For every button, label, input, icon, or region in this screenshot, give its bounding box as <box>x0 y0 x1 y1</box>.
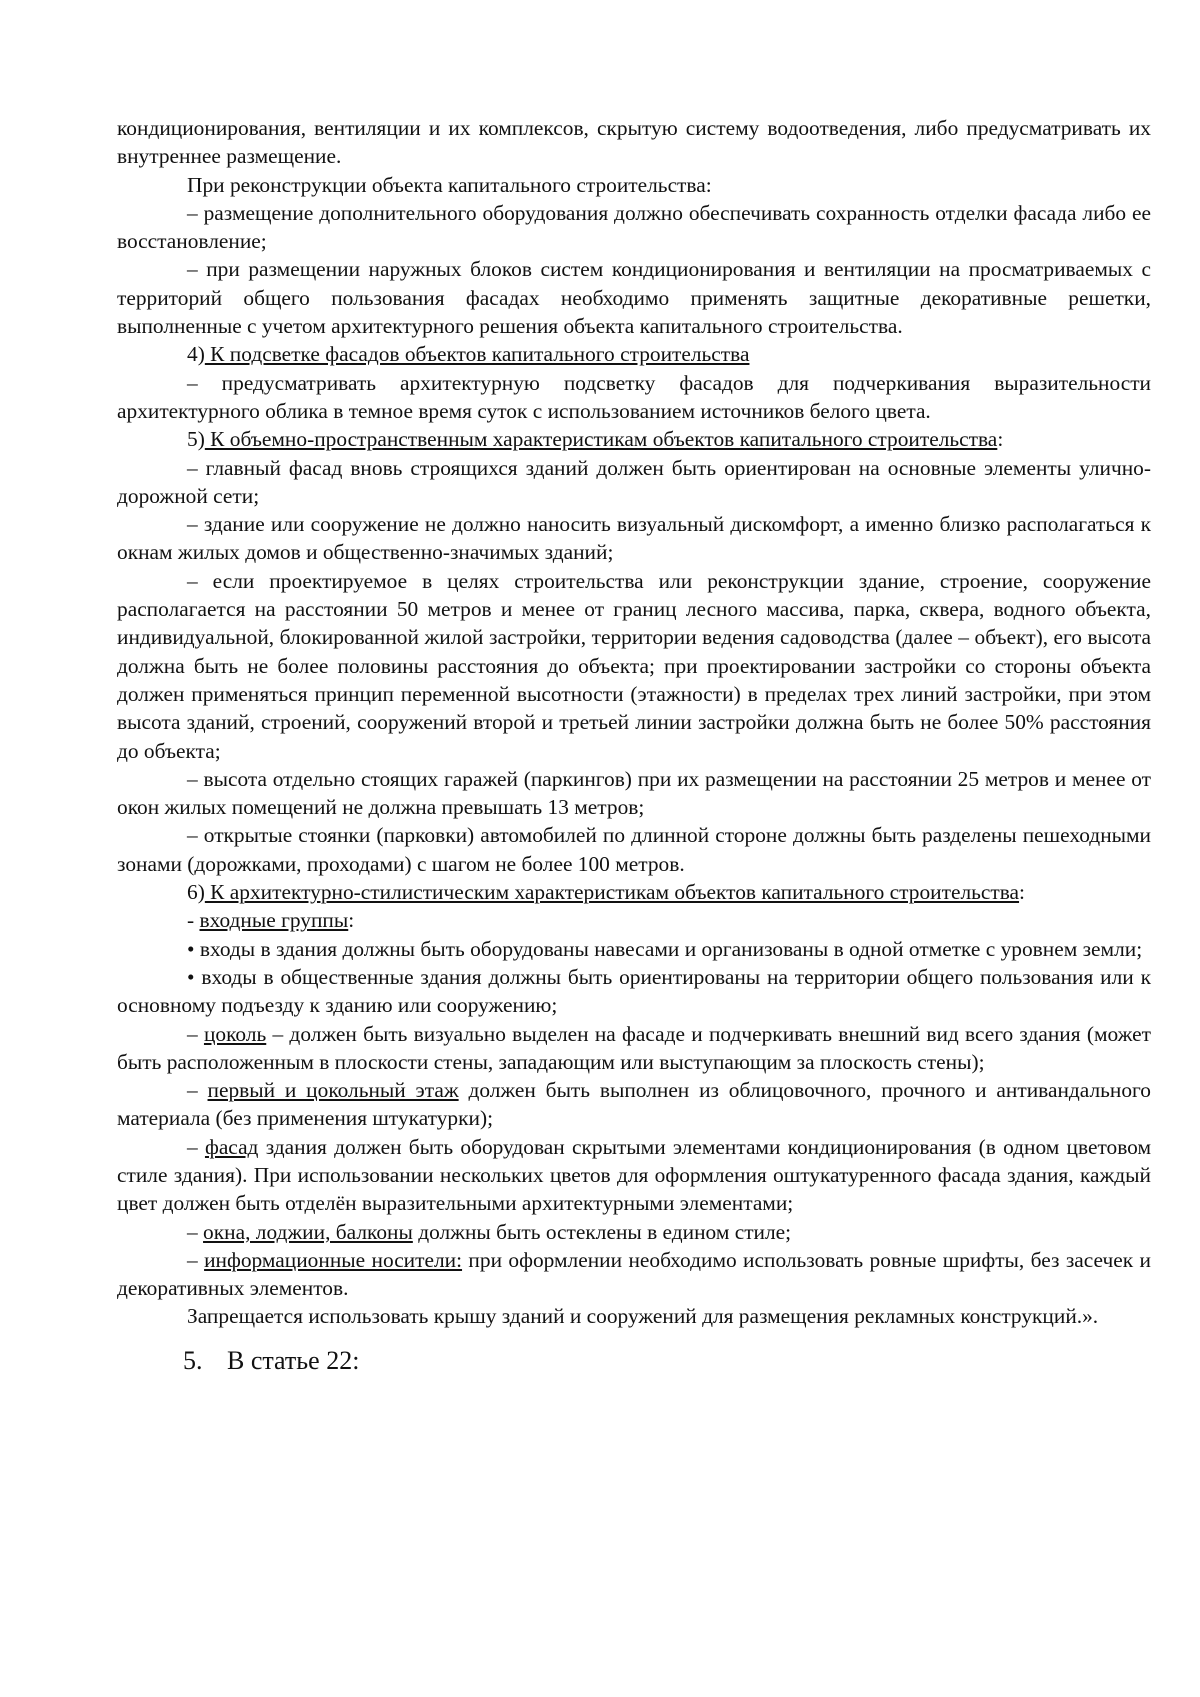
bullet-item-public-entrances <box>117 963 1151 1020</box>
heading-architectural-stylistic <box>117 878 1151 906</box>
term-ground-floor: первый и цокольный этаж <box>207 1078 459 1103</box>
heading-facade-lighting <box>117 340 1151 368</box>
document-page <box>117 114 1151 1377</box>
paragraph-info-carriers <box>117 1246 1151 1303</box>
paragraph-plinth <box>117 1020 1151 1077</box>
term-info-carriers: информационные носители: <box>204 1247 463 1272</box>
paragraph-windows <box>117 1218 1151 1246</box>
section-number: 5. <box>183 1345 203 1375</box>
list-dash: – <box>187 1219 204 1244</box>
section-heading-article-22 <box>117 1345 1151 1377</box>
paragraph-open-parking: – открытые стоянки (парковки) автомобилей по длинной стороне должны быть разделены пешеходными зонами (дорожками, проходами) с шагом не более 100 метров. <box>117 823 1151 876</box>
paragraph-facade <box>117 1133 1151 1218</box>
paragraph-reconstruction-intro: При реконструкции объекта капитального строительства: <box>187 172 712 197</box>
bullet-icon: • <box>187 936 195 961</box>
heading-title: К объемно-пространственным характеристикам объектов капитального строительства <box>204 427 998 452</box>
list-dash: – <box>187 1021 204 1046</box>
section-title: В статье 22: <box>227 1345 360 1375</box>
subheading-entrance-groups <box>117 906 1151 934</box>
subheading-tail: : <box>348 908 355 933</box>
paragraph-ground-floor <box>117 1076 1151 1133</box>
paragraph-architectural-lighting: – предусматривать архитектурную подсветку фасадов для подчеркивания выразительности архитектурного облика в темное время суток с использованием источников белого цвета. <box>117 370 1151 423</box>
term-text: при оформлении необходимо использовать ровные шрифты, без засечек и декоративных элементов. <box>117 1247 1151 1301</box>
term-text: должен быть выполнен из облицовочного, прочного и антивандального материала (без применения штукатурки); <box>117 1078 1151 1131</box>
term-facade: фасад <box>204 1134 259 1159</box>
bullet-text: входы в здания должны быть оборудованы навесами и организованы в одной отметке с уровнем земли; <box>194 936 1143 961</box>
term-text: – должен быть визуально выделен на фасаде и подчеркивать внешний вид всего здания (может быть расположенным в плоскости стены, западающим или выступающим за плоскость стены); <box>117 1021 1151 1074</box>
paragraph-equipment-placement: – размещение дополнительного оборудования должно обеспечивать сохранность отделки фасада либо ее восстановление; <box>117 200 1151 254</box>
paragraph-height-limits: – если проектируемое в целях строительства или реконструкции здание, строение, сооружение располагается на расстоянии 50 метров и менее от границ лесного массива, парка, сквера, водного объекта, индивидуальной, блокированной жилой застройки, территории ведения садоводства (далее – объект), его высота должна быть не более половины расстояния до объекта; при проектировании застройки со стороны объекта должен применяться принцип переменной высотности (этажности) в пределах трех линий застройки, при этом высота зданий, строений, сооружений второй и третьей линии застройки должна быть не более 50% расстояния до объекта; <box>117 568 1151 763</box>
heading-number: 5) <box>187 427 205 452</box>
heading-title: К подсветке фасадов объектов капитального строительства <box>204 342 750 367</box>
bullet-text: входы в общественные здания должны быть ориентированы на территории общего пользования или к основному подъезду к зданию или сооружению; <box>117 964 1151 1018</box>
bullet-item-canopies <box>117 935 1151 963</box>
paragraph-garage-height: – высота отдельно стоящих гаражей (паркингов) при их размещении на расстоянии 25 метров и менее от окон жилых помещений не должна превышать 13 метров; <box>117 766 1151 820</box>
heading-title: К архитектурно-стилистическим характеристикам объектов капитального строительства <box>204 880 1020 905</box>
list-dash: - <box>187 908 200 933</box>
bullet-icon: • <box>187 964 195 989</box>
term-windows: окна, лоджии, балконы <box>203 1219 413 1244</box>
subheading-title: входные группы <box>199 908 349 933</box>
paragraph-roof-advertising: Запрещается использовать крышу зданий и сооружений для размещения рекламных конструкций.». <box>187 1304 1099 1329</box>
paragraph-continuation: кондиционирования, вентиляции и их комплексов, скрытую систему водоотведения, либо предусматривать их внутреннее размещение. <box>117 116 1151 169</box>
paragraph-visual-discomfort: – здание или сооружение не должно наносить визуальный дискомфорт, а именно близко располагаться к окнам жилых домов и общественно-значимых зданий; <box>117 512 1151 565</box>
term-text: должны быть остеклены в едином стиле; <box>412 1219 792 1244</box>
heading-number: 6) <box>187 880 205 905</box>
list-dash: – <box>187 1134 205 1159</box>
list-dash: – <box>187 1247 205 1272</box>
heading-tail: : <box>997 427 1004 452</box>
paragraph-decorative-grilles: – при размещении наружных блоков систем кондиционирования и вентиляции на просматриваемых с территорий общего пользования фасадах необходимо применять защитные декоративные решетки, выполненные с учетом архитектурного решения объекта капитального строительства. <box>117 257 1151 339</box>
heading-number: 4) <box>187 342 205 367</box>
paragraph-main-facade: – главный фасад вновь строящихся зданий должен быть ориентирован на основные элементы улично-дорожной сети; <box>117 455 1151 508</box>
heading-volume-spatial <box>117 425 1151 453</box>
term-plinth: цоколь <box>203 1021 267 1046</box>
term-text: здания должен быть оборудован скрытыми элементами кондиционирования (в одном цветовом стиле здания). При использовании нескольких цветов для оформления оштукатуренного фасада здания, каждый цвет должен быть отделён выразительными архитектурными элементами; <box>117 1134 1152 1216</box>
heading-tail: : <box>1019 880 1025 905</box>
list-dash: – <box>187 1078 208 1103</box>
